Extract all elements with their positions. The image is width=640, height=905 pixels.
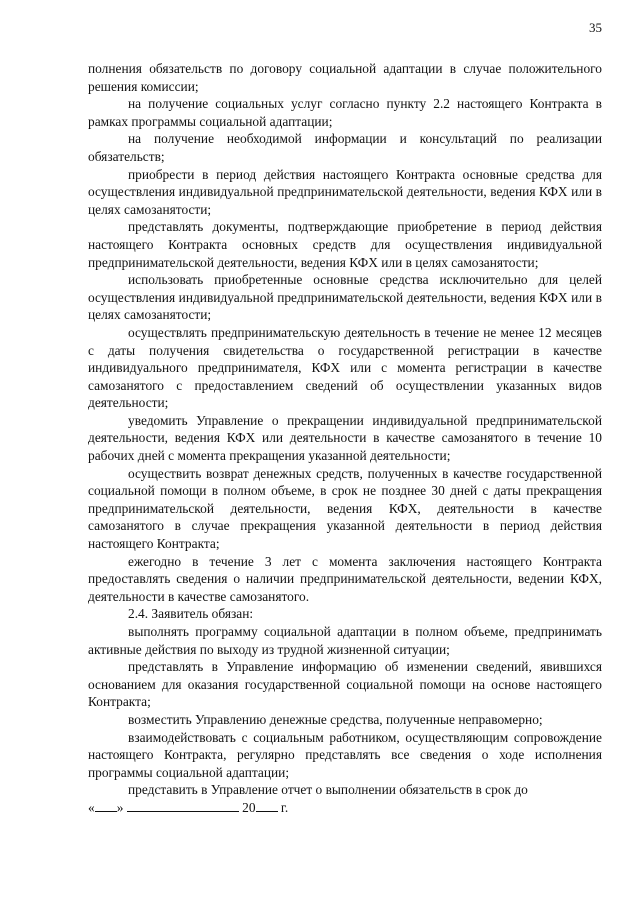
page-number: 35 [589,20,602,35]
year-blank [256,799,278,812]
paragraph: ежегодно в течение 3 лет с момента заключения настоящего Контракта предоставлять сведения о наличии предпринимательской деятельности, ведении КФХ, деятельности в качестве самозанятого. [88,553,602,604]
paragraph: осуществить возврат денежных средств, полученных в качестве государственной социальной помощи в полном объеме, в срок не позднее 30 дней с даты прекращения предпринимательской деятельности, ведения КФХ, деятельности в качестве самозанятого в случае прекращения указанной деятельности в период действия настоящего Контракта; [88,465,602,552]
paragraph: полнения обязательств по договору социальной адаптации в случае положительного решения комиссии; [88,61,602,94]
close-quote: » [116,799,124,815]
paragraph: выполнять программу социальной адаптации в полном объеме, предпринимать активные действия по выходу из трудной жизненной ситуации; [88,624,602,657]
paragraph: на получение социальных услуг согласно пункту 2.2 настоящего Контракта в рамках программы социальной адаптации; [88,96,602,129]
paragraph: представить в Управление отчет о выполнении обязательств в срок до [128,782,528,798]
paragraph: взаимодействовать с социальным работником, осуществляющим сопровождение настоящего Контракта, регулярно представлять все сведения о ходе исполнения программы социальной адаптации; [88,729,602,780]
section-heading: 2.4. Заявитель обязан: [128,606,254,622]
paragraph: представлять документы, подтверждающие приобретение в период действия настоящего Контракта основных средств для осуществления индивидуальной предпринимательской деятельности, ведения КФХ или в целях самозанятости; [88,219,602,270]
paragraph: осуществлять предпринимательскую деятельность в течение не менее 12 месяцев с даты получения свидетельства о государственной регистрации в качестве индивидуального предпринимателя, КФХ или с момента регистрации в качестве самозанятого с предоставлением сведений об осуществлении указанных видов деятельности; [88,324,602,411]
open-quote: « [88,799,95,815]
paragraph: представлять в Управление информацию об изменении сведений, явившихся основанием для оказания государственной социальной помощи на основе настоящего Контракта; [88,659,602,710]
paragraph: на получение необходимой информации и консультаций по реализации обязательств; [88,131,602,164]
date-line [88,799,602,817]
month-blank [127,799,239,812]
day-blank [95,799,117,812]
year-suffix: г. [280,799,289,815]
document-body [88,60,602,817]
paragraph: использовать приобретенные основные средства исключительно для целей осуществления индивидуальной предпринимательской деятельности, ведения КФХ или в целях самозанятости; [88,272,602,323]
century: 20 [242,799,256,815]
paragraph: возместить Управлению денежные средства, полученные неправомерно; [128,711,543,727]
paragraph: уведомить Управление о прекращении индивидуальной предпринимательской деятельности, ведения КФХ или деятельности в качестве самозанятого в течение 10 рабочих дней с момента прекращения указанной деятельности; [88,412,602,464]
paragraph: приобрести в период действия настоящего Контракта основные средства для осуществления индивидуальной предпринимательской деятельности, ведения КФХ или в целях самозанятости; [88,166,602,217]
